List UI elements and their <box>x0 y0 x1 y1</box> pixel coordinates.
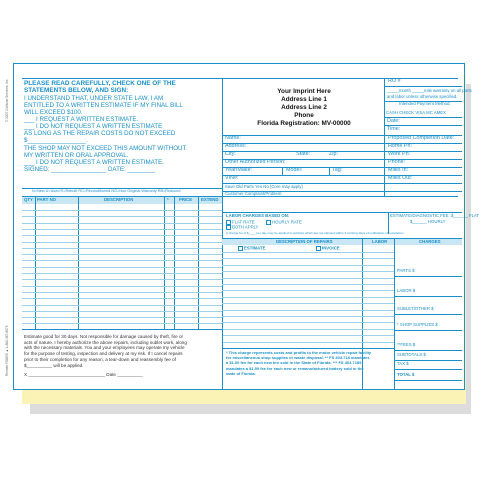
repair-row-line <box>222 335 394 336</box>
copyright-text: © 2007 Collision Services, Inc. <box>5 78 9 122</box>
total-divider <box>394 314 462 315</box>
proposed-date-field[interactable]: Proposed Completion Date: <box>388 135 455 141</box>
col-star: * <box>167 197 169 202</box>
address-field[interactable]: Address: <box>225 143 247 149</box>
reorder-text: Reorder RO65S ▲ 1-800-367-6675 <box>5 325 9 376</box>
customer-signature-line[interactable]: X ______________________________ Date __________ <box>24 372 143 378</box>
customer-complaint-field[interactable]: Customer Complaint/Problem: <box>225 191 283 196</box>
col-description: DESCRIPTION <box>104 197 134 202</box>
repair-row-line <box>222 329 394 330</box>
repair-row-line <box>222 284 394 285</box>
parts-row-line <box>22 286 222 287</box>
diagnostic-fee-hourly[interactable]: $______ HOURLY <box>410 219 446 224</box>
total-divider <box>394 380 462 381</box>
col-labor: LABOR <box>372 239 388 244</box>
labor-charges-heading: LABOR CHARGES BASED ON: <box>226 213 290 218</box>
shop-imprint: Your Imprint Here Address Line 1 Address Line 2 Phone Florida Registration: MV-00000 <box>257 88 351 127</box>
repair-row-line <box>222 265 394 266</box>
total-line-6[interactable]: TAX $ <box>397 361 409 366</box>
parts-row-line <box>22 317 222 318</box>
parts-row-line <box>22 216 222 217</box>
repair-row-line <box>222 316 394 317</box>
repair-row-line <box>222 278 394 279</box>
total-divider <box>394 276 462 277</box>
authorization-disclaimer: Estimate good for 30 days. Not responsible for damage caused by theft, fire or acts of nature. I hereby authorize the above repairs, including sublet work, along with the necessary materials. You and your employees may operate my vehicle for the purpose of testing, inspection and delivery at my risk. If I cancel repairs prior to their completion for any reason, a tear-down and reassembly fee of $__________ will be applied. X ______________________________ Date __________ <box>24 334 187 378</box>
total-line-3[interactable]: * SHOP SUPPLIES $ <box>397 322 438 327</box>
ro-number-field[interactable]: RO # <box>388 78 401 84</box>
save-old-parts-field[interactable]: Save Old Parts Yes No (Core may apply) <box>225 184 303 189</box>
hourly-rate-option[interactable]: HOURLY RATE <box>266 220 302 225</box>
parts-row-line <box>22 267 222 268</box>
total-line-2[interactable]: SUBLET/OTHER $ <box>397 306 434 311</box>
work-phone-field[interactable]: Work Ph: <box>388 151 411 157</box>
repair-order-form <box>5 63 480 390</box>
repair-row-line <box>222 258 394 259</box>
diagnostic-fee[interactable]: ESTIMATE/DIAGNOSTIC FEE: $______ FLAT <box>390 213 480 218</box>
parts-row-line <box>22 298 222 299</box>
total-divider <box>394 296 462 297</box>
parts-row-line <box>22 292 222 293</box>
repair-row-line <box>222 290 394 291</box>
col-charges: CHARGES <box>419 239 441 244</box>
col-extend: EXTEND <box>201 197 219 202</box>
model-field[interactable]: Model: <box>286 167 303 173</box>
total-divider <box>394 330 462 331</box>
zip-field[interactable]: Zip: <box>329 151 338 157</box>
total-line-0[interactable]: PARTS $ <box>397 268 415 273</box>
warranty-line-1: _____month _____mile warranty on all parts <box>387 88 472 93</box>
phone-field[interactable]: Phone: <box>388 159 406 165</box>
both-apply-option[interactable]: BOTH APPLY <box>226 225 258 230</box>
parts-row-line <box>22 223 222 224</box>
vin-field[interactable]: VIN#: <box>225 175 239 181</box>
tag-field[interactable]: Tag: <box>332 167 343 173</box>
home-phone-field[interactable]: Home Ph: <box>388 143 412 149</box>
time-field[interactable]: Time: <box>387 126 401 132</box>
repair-row-line <box>222 297 394 298</box>
repair-row-line <box>222 252 394 253</box>
fees-note: * This charge represents costs and profits to the motor vehicle repair facility for miscellaneous shop supplies or waste disposal. ** FS 403.718 mandates a $1.00 fee for each new tire sold in the State of Florida. *** FS 403.7185 mandates a $1.50 fee for each new or remanufactured battery sold in the state of Florida. <box>226 350 372 376</box>
total-line-4[interactable]: **FEES $ <box>397 342 416 347</box>
estimate-option[interactable]: ESTIMATE <box>238 246 265 251</box>
col-price: PRICE <box>179 197 193 202</box>
total-line-5[interactable]: SUBTOTALS $ <box>397 352 426 357</box>
repair-row-line <box>222 310 394 311</box>
parts-row-line <box>22 235 222 236</box>
repair-row-line <box>222 322 394 323</box>
invoice-option[interactable]: INVOICE <box>316 246 340 251</box>
miles-in-field[interactable]: Miles In: <box>388 167 409 173</box>
miles-out-field[interactable]: Miles Out: <box>388 175 413 181</box>
repair-row-line <box>222 303 394 304</box>
parts-row-line <box>22 323 222 324</box>
repair-row-line <box>222 342 394 343</box>
parts-row-line <box>22 279 222 280</box>
parts-row-line <box>22 210 222 211</box>
flat-rate-option[interactable]: FLAT RATE <box>226 220 254 225</box>
total-divider <box>394 350 462 351</box>
other-person-field[interactable]: Other Authorized Person: <box>225 159 286 165</box>
name-field[interactable]: Name: <box>225 135 241 141</box>
total-line-1[interactable]: LABOR $ <box>397 288 416 293</box>
parts-legend: N=New U=Used R=Rebuilt RC=Reconditioned NO=Non Original Warranty RB=Reduced <box>32 189 181 193</box>
parts-row-line <box>22 254 222 255</box>
total-divider <box>394 369 462 370</box>
parts-row-line <box>22 242 222 243</box>
parts-row-line <box>22 260 222 261</box>
col-qty: QTY <box>24 197 33 202</box>
notice-block: PLEASE READ CAREFULLY, CHECK ONE OF THE STATEMENTS BELOW, AND SIGN: I UNDERSTAND THAT, UNDER STATE LAW, I AM ENTITLED TO A WRITTEN ESTIMATE IF MY FINAL BILL WILL EXCEED $100. ___ I REQUEST A WRITTEN ESTIMATE. ___ I DO NOT REQUEST A WRITTEN ESTIMATE AS LONG AS THE REPAIR COSTS DO NOT EXCEED $_________________. THE SHOP MAY NOT EXCEED THIS AMOUNT WITHOUT MY WRITTEN OR ORAL APPROVAL. ___ I DO NOT REQUEST A WRITTEN ESTIMATE. SIGNED: ________________ DATE: ________ <box>24 80 187 173</box>
parts-row-line <box>22 305 222 306</box>
state-field[interactable]: State: <box>296 151 311 157</box>
col-repairs-description: DESCRIPTION OF REPAIRS <box>276 239 333 244</box>
payment-method-label: Intended Payment Method: <box>399 101 451 106</box>
year-make-field[interactable]: Year/Make: <box>225 167 253 173</box>
total-line-7[interactable]: TOTAL $ <box>397 372 415 377</box>
parts-row-line <box>22 273 222 274</box>
date-field[interactable]: Date: <box>387 118 400 124</box>
parts-row-line <box>22 229 222 230</box>
parts-row-line <box>22 311 222 312</box>
repair-row-line <box>222 271 394 272</box>
payment-method-options[interactable]: CASH CHECK VISA MC AMEX <box>386 110 446 115</box>
parts-row-line <box>22 248 222 249</box>
storage-note: A charge for of $____ per day may be applied to vehicles which are not claimed within 3 working days of notification of completion <box>226 231 404 235</box>
warranty-line-2: and labor unless otherwise specified. <box>387 94 458 99</box>
city-field[interactable]: City: <box>225 151 236 157</box>
col-part-no: PART NO <box>37 197 57 202</box>
